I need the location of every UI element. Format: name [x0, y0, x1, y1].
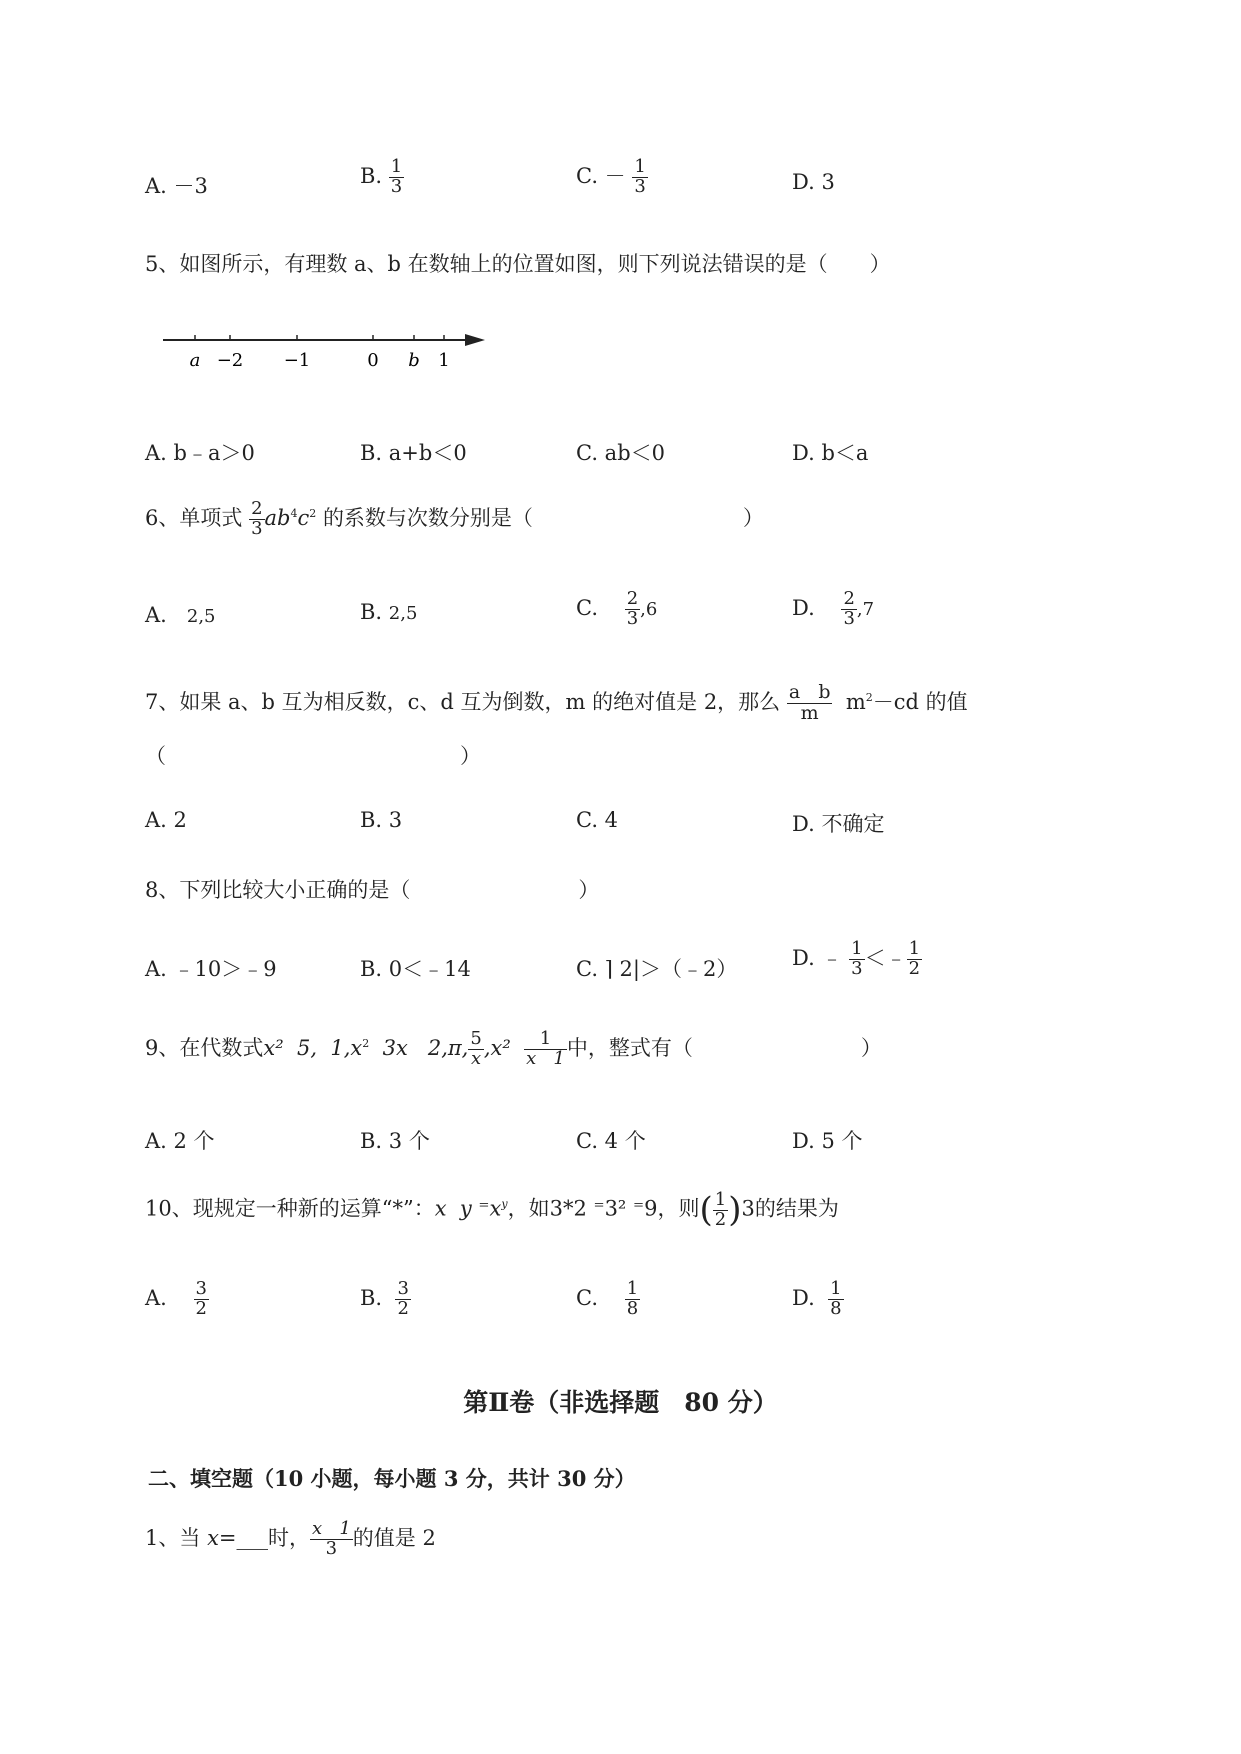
- q7-stem: 7、如果 a、b 互为相反数，c、d 互为倒数，m 的绝对值是 2，那么 $\frac{\text{a b}}{m}$ $m^2-cd$ 的值: [145, 681, 968, 724]
- fill1-variable: x: [207, 1525, 219, 1550]
- numberline-label-neg1: −1: [283, 350, 311, 371]
- q6-monomial-body: ab: [264, 505, 291, 530]
- q8-option-d: D. ﹣ $\frac{1}{3}$ ＜﹣ $\frac{1}{2}$: [792, 938, 921, 979]
- numberline-label-b: b: [408, 350, 420, 371]
- q7-option-c: C. 4: [576, 808, 619, 832]
- q7-option-a: A. 2: [145, 808, 187, 832]
- q5-option-a: A. b﹣a＞0: [145, 441, 255, 465]
- q6-option-c-fraction: $\frac{2}{3}$: [626, 588, 639, 629]
- q6-option-c: C. $\frac{2}{3}$ ,6: [576, 588, 658, 629]
- q5-option-c: C. ab＜0: [576, 441, 665, 465]
- q6-suffix: 的系数与次数分别是（ ）: [322, 505, 764, 530]
- fill1-stem: [145, 1520, 436, 1559]
- q9-fraction2: $\frac{1}{x 1}$: [526, 1028, 565, 1069]
- q9-option-a: A. 2 个: [145, 1129, 215, 1153]
- q9-prefix: 9、在代数式: [145, 1035, 264, 1060]
- q9-suffix: 中，整式有（ ）: [566, 1035, 882, 1060]
- q10-option-b-fraction: $\frac{3}{2}$: [397, 1278, 409, 1319]
- q4-option-c-fraction: $\frac{1}{3}$: [634, 156, 646, 197]
- fill1-fraction: $\frac{x 1}{3}$: [312, 1518, 351, 1559]
- q5-stem: 5、如图所示，有理数 a、b 在数轴上的位置如图，则下列说法错误的是（ ）: [145, 252, 891, 276]
- q10-option-c-fraction: $\frac{1}{8}$: [626, 1278, 639, 1319]
- q10-tail: 3的结果为: [741, 1196, 839, 1221]
- q9-expr3: ,x²: [483, 1035, 525, 1060]
- q5-option-d: D. b＜a: [792, 441, 869, 465]
- numberline-label-0: 0: [367, 350, 379, 371]
- q10-prefix: 10、现规定一种新的运算“*”：: [145, 1196, 435, 1221]
- q7-paren: （ ）: [145, 744, 481, 768]
- q6-option-d: D. $\frac{2}{3}$ ,7: [792, 588, 875, 629]
- q10-option-b: B. $\frac{3}{2}$: [360, 1278, 409, 1319]
- q4-option-b-label: B.: [360, 163, 383, 188]
- q9-expr1: x² 5, 1,x: [263, 1035, 363, 1060]
- q9-fraction1: $\frac{5}{x}$: [470, 1028, 482, 1069]
- q9-option-b: B. 3 个: [360, 1129, 430, 1153]
- q10-fraction: $\frac{1}{2}$: [714, 1188, 727, 1230]
- q4-option-b: [360, 158, 404, 197]
- numberline-label-a: a: [189, 350, 201, 371]
- q8-option-c: C. ⌉ 2|＞（﹣2）: [576, 957, 738, 981]
- fill1-blank: =___时，: [218, 1525, 311, 1550]
- q10-stem: 10、现规定一种新的运算“*”：x y $^=x^y$，如3*2 ⁼3² ⁼9，则( $\frac{1}{2}$ )3的结果为: [145, 1188, 839, 1230]
- q9-option-c: C. 4 个: [576, 1129, 646, 1153]
- fill1-prefix: 1、当: [145, 1525, 201, 1550]
- q4-option-d: D. 3: [792, 170, 835, 194]
- q8-option-d-fraction1: $\frac{1}{3}$: [851, 938, 863, 979]
- q6-option-d-fraction: $\frac{2}{3}$: [843, 588, 855, 629]
- q10-option-d-fraction: $\frac{1}{8}$: [830, 1278, 842, 1319]
- section-title: 第Ⅱ卷（非选择题 80 分）: [463, 1388, 778, 1417]
- q9-expr2: 3x 2,π,: [369, 1035, 469, 1060]
- section-subtitle: 二、填空题（10 小题，每小题 3 分，共计 30 分）: [148, 1466, 636, 1491]
- fill1-suffix: 的值是 2: [352, 1525, 436, 1550]
- q9-option-d: D. 5 个: [792, 1129, 863, 1153]
- q10-option-a-fraction: $\frac{3}{2}$: [195, 1278, 207, 1319]
- q6-stem: 6、单项式 $\frac{2}{3}$ $ab^4c^2$ 的系数与次数分别是（ ）: [145, 498, 764, 539]
- q10-option-d: D. $\frac{1}{8}$: [792, 1278, 842, 1319]
- q6-option-b: B. 2,5: [360, 600, 418, 624]
- q10-option-c: C. $\frac{1}{8}$: [576, 1278, 639, 1319]
- q8-option-b: B. 0＜﹣14: [360, 957, 471, 981]
- q5-number-line: [155, 325, 495, 375]
- q8-stem: 8、下列比较大小正确的是（ ）: [145, 878, 600, 902]
- q10-example: ，如3*2 ⁼3² ⁼9，则: [507, 1196, 700, 1221]
- numberline-label-1: 1: [438, 350, 450, 371]
- q7-stem-text: 7、如果 a、b 互为相反数，c、d 互为倒数，m 的绝对值是 2，那么: [145, 689, 781, 714]
- q7-fraction: $\frac{\text{a b}}{m}$: [788, 681, 831, 724]
- q8-option-a: A. ﹣10＞﹣9: [145, 957, 277, 981]
- q6-option-a: A. 2,5: [145, 603, 216, 627]
- q4-option-c: [576, 158, 648, 197]
- q10-option-a: A. $\frac{3}{2}$: [145, 1278, 207, 1319]
- q7-option-b: B. 3: [360, 808, 403, 832]
- q4-option-c-label: C. －: [576, 163, 626, 188]
- numberline-label-neg2: −2: [216, 350, 244, 371]
- q4-option-b-fraction: $\frac{1}{3}$: [390, 156, 403, 197]
- q10-definition: x y ⁼x: [434, 1196, 502, 1221]
- q7-option-d: D. 不确定: [792, 812, 885, 836]
- q5-option-b: B. a+b＜0: [360, 441, 467, 465]
- q4-option-a: A. －3: [145, 174, 208, 198]
- q8-option-d-fraction2: $\frac{1}{2}$: [908, 938, 921, 979]
- q9-stem: 9、在代数式x² 5, $1,x^2$ 3x 2,π, $\frac{5}{x}$ ,x² $\frac{1}{x 1}$ 中，整式有（ ）: [145, 1028, 882, 1069]
- q6-prefix: 6、单项式: [145, 505, 243, 530]
- q6-monomial-coef: $\frac{2}{3}$: [251, 498, 263, 539]
